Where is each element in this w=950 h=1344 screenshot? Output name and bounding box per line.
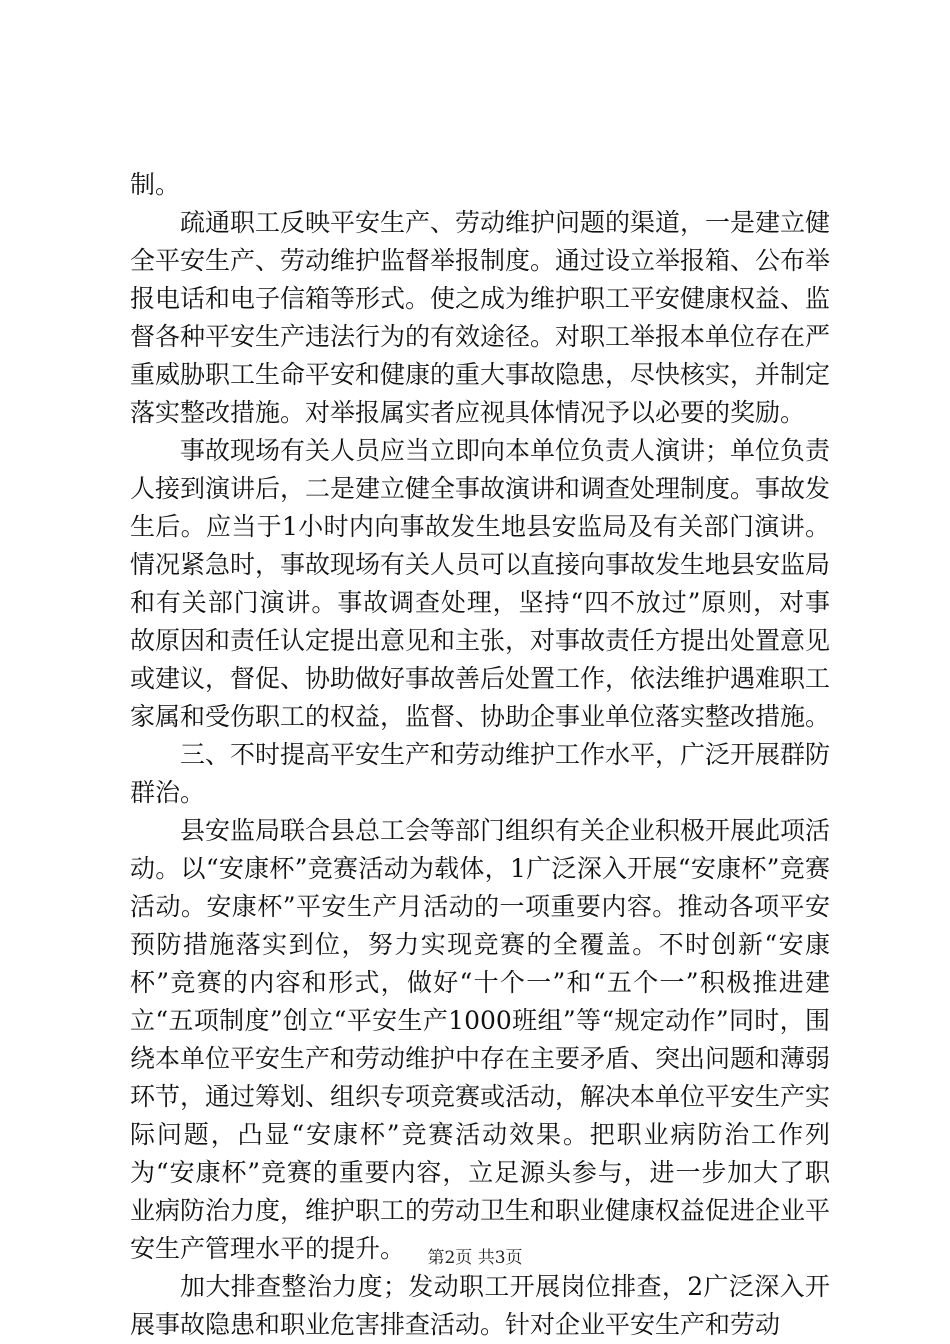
paragraph-accident-reporting: 事故现场有关人员应当立即向本单位负责人演讲；单位负责人接到演讲后，二是建立健全事故演讲和调查处理制度。事故发生后。应当于1小时内向事故发生地县安监局及有关部门演讲。情况紧急时，事故现场有关人员可以直接向事故发生地县安监局和有关部门演讲。事故调查处理，坚持“四不放过”原则，对事故原因和责任认定提出意见和主张，对事故责任方提出处置意见或建议，督促、协助做好事故善后处置工作，依法维护遇难职工家属和受伤职工的权益，监督、协助企事业单位落实整改措施。 [130, 436, 831, 731]
paragraph-continuation: 制。 [130, 170, 181, 199]
paragraph-reporting-channels: 疏通职工反映平安生产、劳动维护问题的渠道，一是建立健全平安生产、劳动维护监督举报制度。通过设立举报箱、公布举报电话和电子信箱等形式。使之成为维护职工平安健康权益、监督各种平安生产违法行为的有效途径。对职工举报本单位存在严重威胁职工生命平安和健康的重大事故隐患，尽快核实，并制定落实整改措施。对举报属实者应视具体情况予以必要的奖励。 [130, 208, 831, 427]
page-number-footer: 第2页 共3页 [427, 1248, 523, 1268]
paragraph-ankang-cup: 县安监局联合县总工会等部门组织有关企业积极开展此项活动。以“安康杯”竞赛活动为载体，1广泛深入开展“安康杯”竞赛活动。安康杯”平安生产月活动的一项重要内容。推动各项平安预防措施落实到位，努力实现竞赛的全覆盖。不时创新“安康杯”竞赛的内容和形式，做好“十个一”和“五个一”积极推进建立“五项制度”创立“平安生产1000班组”等“规定动作”同时，围绕本单位平安生产和劳动维护中存在主要矛盾、突出问题和薄弱环节，通过筹划、组织专项竞赛或活动，解决本单位平安生产实际问题，凸显“安康杯”竞赛活动效果。把职业病防治工作列为“安康杯”竞赛的重要内容，立足源头参与，进一步加大了职业病防治力度，维护职工的劳动卫生和职业健康权益促进企业平安生产管理水平的提升。 [130, 816, 831, 1263]
section-heading-three: 三、不时提高平安生产和劳动维护工作水平，广泛开展群防群治。 [130, 740, 831, 807]
paragraph-hazard-inspection: 加大排查整治力度；发动职工开展岗位排查，2广泛深入开展事故隐患和职业危害排查活动。针对企业平安生产和劳动 [130, 1272, 830, 1339]
document-body [130, 166, 830, 1344]
